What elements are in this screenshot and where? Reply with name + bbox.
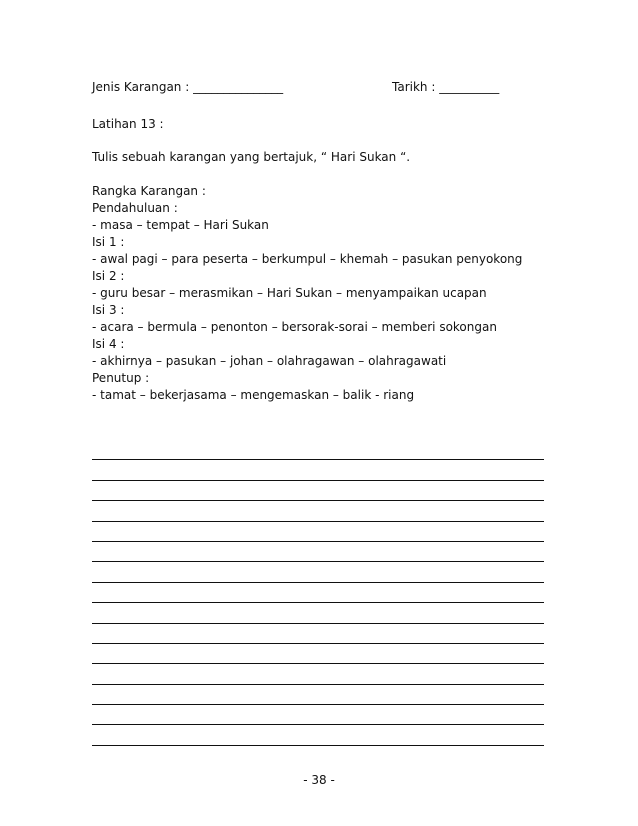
tarikh-field: Tarikh : __________ — [392, 80, 500, 94]
writing-line — [92, 481, 544, 501]
writing-line — [92, 460, 544, 480]
writing-line — [92, 522, 544, 542]
rangka-line: Isi 2 : — [92, 269, 125, 283]
rangka-line: Pendahuluan : — [92, 201, 178, 215]
writing-line — [92, 725, 544, 745]
writing-line — [92, 685, 544, 705]
writing-line — [92, 624, 544, 644]
writing-area[interactable] — [92, 440, 544, 746]
rangka-line: Isi 4 : — [92, 337, 125, 351]
writing-line — [92, 664, 544, 684]
writing-line — [92, 583, 544, 603]
rangka-line: Penutup : — [92, 371, 150, 385]
rangka-line: - awal pagi – para peserta – berkumpul – khemah – pasukan penyokong — [92, 252, 523, 266]
writing-line — [92, 705, 544, 725]
page-number: - 38 - — [303, 773, 335, 787]
latihan-label: Latihan 13 : — [92, 117, 164, 131]
header-row — [92, 80, 532, 96]
writing-line — [92, 501, 544, 521]
jenis-karangan-field: Jenis Karangan : _______________ — [92, 80, 284, 94]
writing-line — [92, 644, 544, 664]
writing-line — [92, 562, 544, 582]
rangka-line: - masa – tempat – Hari Sukan — [92, 218, 269, 232]
rangka-line: - akhirnya – pasukan – johan – olahragawan – olahragawati — [92, 354, 447, 368]
rangka-line: - acara – bermula – penonton – bersorak-sorai – memberi sokongan — [92, 320, 497, 334]
rangka-line: - guru besar – merasmikan – Hari Sukan – menyampaikan ucapan — [92, 286, 487, 300]
writing-line — [92, 440, 544, 460]
writing-line — [92, 603, 544, 623]
rangka-title: Rangka Karangan : — [92, 184, 206, 198]
instruction-text: Tulis sebuah karangan yang bertajuk, “ Hari Sukan “. — [92, 150, 411, 164]
rangka-line: Isi 3 : — [92, 303, 125, 317]
rangka-line: Isi 1 : — [92, 235, 125, 249]
writing-line — [92, 542, 544, 562]
rangka-line: - tamat – bekerjasama – mengemaskan – balik - riang — [92, 388, 415, 402]
